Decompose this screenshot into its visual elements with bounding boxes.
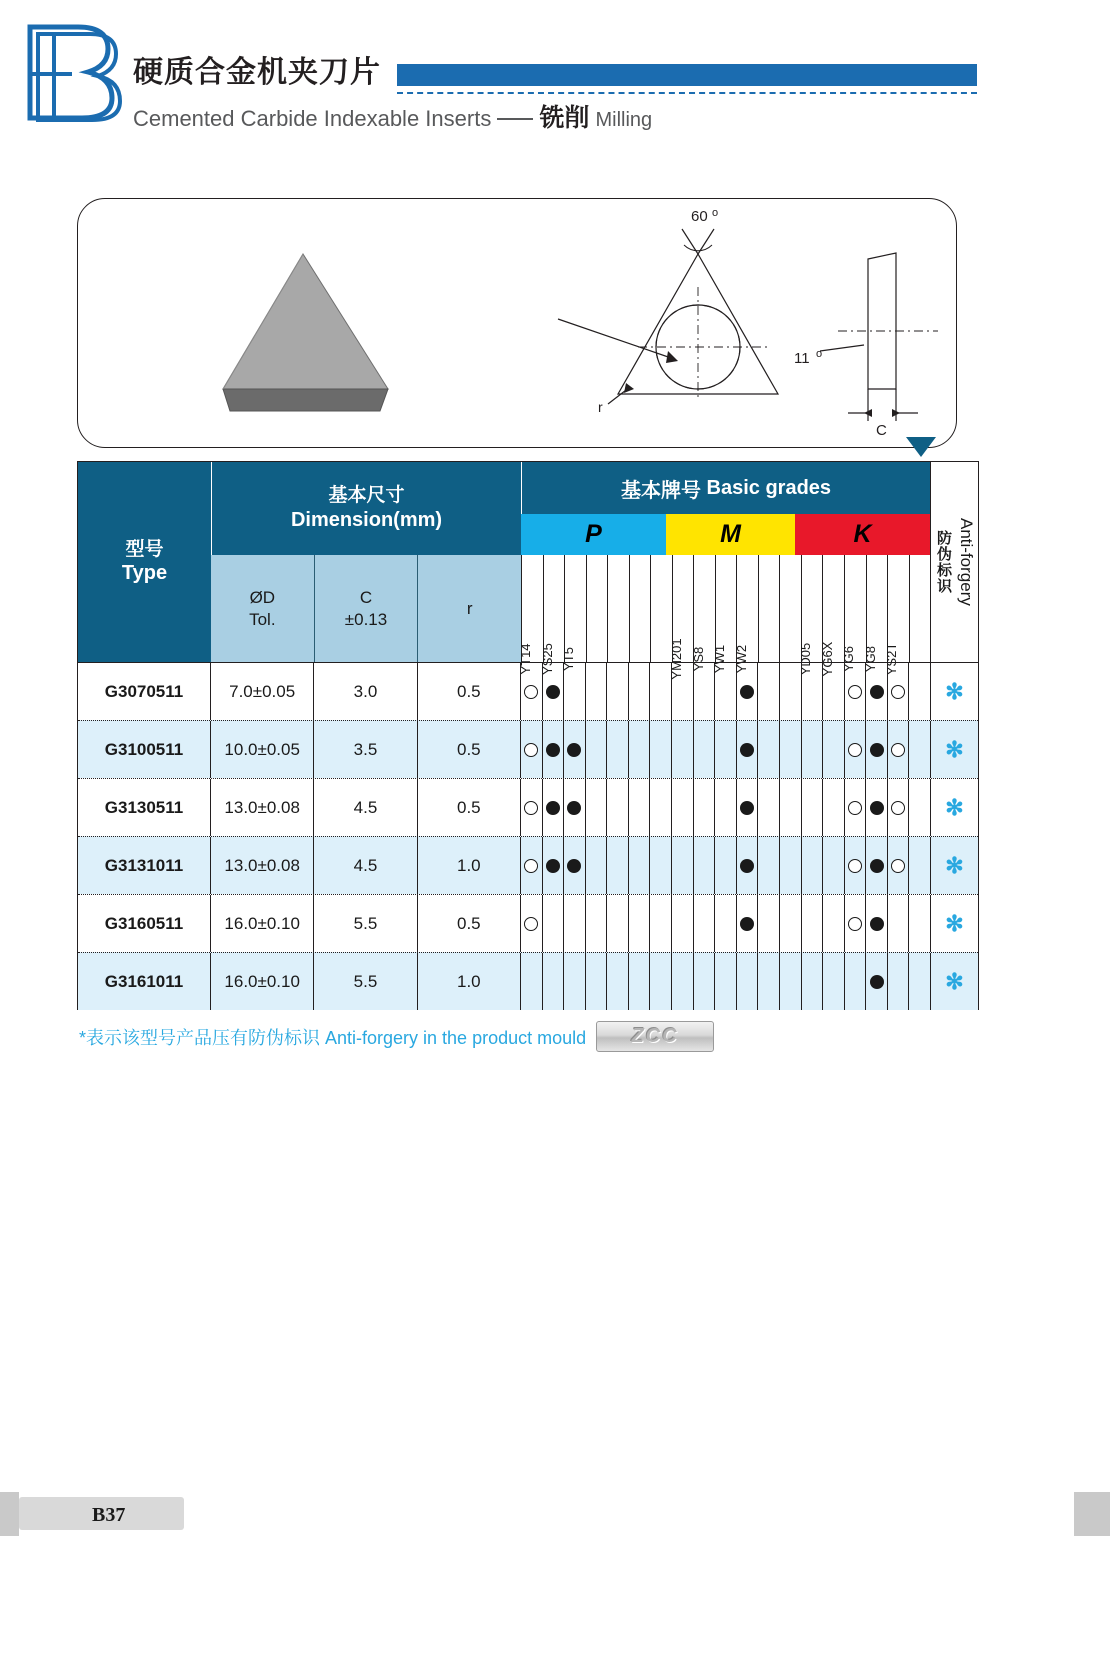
grade-mark-cell-ym201 [671, 953, 693, 1010]
logo-letter-b-icon [20, 22, 135, 127]
grade-mark-cell-yt14 [521, 663, 542, 720]
filled-circle-icon [740, 743, 754, 757]
grade-mark-cell-blank-12 [779, 779, 801, 836]
grade-mark-cell-yw2 [736, 663, 758, 720]
grade-group-k: K [795, 514, 930, 555]
header-divider-dash [497, 118, 533, 120]
cell-diameter: 13.0±0.08 [224, 797, 300, 817]
insert-drawings [78, 199, 956, 447]
grade-label-text: YG6 [841, 645, 857, 673]
dimension-c-label: C [876, 422, 887, 439]
grade-mark-cell-blank-6 [649, 779, 671, 836]
grade-column-header-yw2 [733, 555, 758, 674]
grade-mark-cell-ys2t [887, 837, 909, 894]
grade-label-text: YS2T [884, 642, 900, 676]
filled-circle-icon [740, 859, 754, 873]
cell-dimensions [211, 663, 521, 720]
open-circle-icon [891, 859, 905, 873]
grade-mark-cell-ys25 [542, 779, 564, 836]
grade-mark-cell-yg6x [822, 663, 844, 720]
grade-label-text: YS25 [539, 643, 555, 675]
grade-mark-cell-yg8 [865, 721, 887, 778]
cell-grade-marks [521, 837, 930, 894]
table-row [78, 836, 978, 894]
grade-mark-cell-yg6 [844, 837, 866, 894]
grade-mark-cell-yt5 [563, 837, 585, 894]
grade-mark-cell-yg6 [844, 953, 866, 1010]
cell-grade-marks [521, 663, 930, 720]
header-dimension-subcolumns [211, 555, 521, 662]
grade-mark-cell-blank-4 [606, 721, 628, 778]
grade-mark-cell-blank-4 [606, 953, 628, 1010]
grade-mark-cell-blank-4 [606, 895, 628, 952]
insert-top-view [558, 229, 778, 404]
open-circle-icon [524, 801, 538, 815]
page-number: B37 [92, 1504, 126, 1526]
grade-mark-cell-ys25 [542, 663, 564, 720]
angle-side-label: 11 [794, 350, 810, 367]
grade-column-header-yt5 [561, 555, 586, 671]
header-subcol-c-l1: C [359, 588, 373, 608]
cell-type: G3130511 [78, 779, 211, 836]
cell-dimensions [211, 721, 521, 778]
grade-mark-cell-blank-12 [779, 837, 801, 894]
grade-mark-cell-blank-11 [757, 663, 779, 720]
grade-column-header-ys2t [884, 555, 909, 676]
grade-mark-cell-yt5 [563, 953, 585, 1010]
cell-diameter: 13.0±0.08 [224, 855, 300, 875]
filled-circle-icon [870, 743, 884, 757]
grade-column-header-blank-11 [758, 555, 780, 662]
cell-c: 3.5 [313, 721, 416, 778]
cell-r: 0.5 [417, 895, 520, 952]
grade-mark-cell-blank-6 [649, 953, 671, 1010]
grade-mark-cell-yw1 [714, 895, 736, 952]
open-circle-icon [524, 685, 538, 699]
grade-mark-cell-blank-6 [649, 721, 671, 778]
cell-grade-marks [521, 779, 930, 836]
filled-circle-icon [740, 917, 754, 931]
grade-mark-cell-ym201 [671, 721, 693, 778]
header-cell-anti-forgery [930, 462, 978, 662]
cell-dimensions [211, 779, 521, 836]
grade-mark-cell-yt5 [563, 721, 585, 778]
grade-column-header-blank-18 [909, 555, 931, 662]
open-circle-icon [848, 685, 862, 699]
header-grade-groups [521, 514, 930, 555]
grade-mark-cell-blank-11 [757, 837, 779, 894]
grade-mark-cell-blank-6 [649, 895, 671, 952]
grade-mark-cell-yd05 [801, 837, 823, 894]
svg-text:o: o [816, 348, 823, 360]
grade-mark-cell-blank-3 [585, 663, 607, 720]
grade-mark-cell-blank-11 [757, 953, 779, 1010]
open-circle-icon [891, 743, 905, 757]
grade-mark-cell-blank-5 [628, 837, 650, 894]
grade-mark-cell-yg8 [865, 779, 887, 836]
header-af-en: Anti-forgery [957, 518, 976, 606]
grade-mark-cell-blank-3 [585, 953, 607, 1010]
grade-mark-cell-yt14 [521, 837, 542, 894]
table-body [78, 662, 978, 1010]
cell-diameter: 16.0±0.10 [224, 913, 300, 933]
header-category-en: Milling [595, 109, 653, 131]
grade-mark-cell-yd05 [801, 895, 823, 952]
filled-circle-icon [870, 685, 884, 699]
grade-mark-cell-blank-4 [606, 837, 628, 894]
grade-mark-cell-ys8 [693, 953, 715, 1010]
grade-label-text: YT5 [561, 647, 577, 671]
grade-label-text: YW1 [712, 644, 728, 674]
grade-mark-cell-ym201 [671, 837, 693, 894]
grade-label-text: YM201 [668, 638, 684, 680]
grade-mark-cell-blank-5 [628, 779, 650, 836]
grade-mark-cell-ys8 [693, 895, 715, 952]
cell-diameter: 10.0±0.05 [224, 739, 300, 759]
header-type-en: Type [121, 562, 168, 585]
grade-mark-cell-blank-6 [649, 663, 671, 720]
grade-mark-cell-blank-18 [908, 721, 930, 778]
grade-mark-cell-blank-4 [606, 663, 628, 720]
open-circle-icon [848, 917, 862, 931]
table-pointer-triangle [906, 437, 936, 457]
cell-type: G3100511 [78, 721, 211, 778]
grade-mark-cell-blank-18 [908, 837, 930, 894]
grade-mark-cell-yw2 [736, 953, 758, 1010]
grade-mark-cell-yd05 [801, 953, 823, 1010]
open-circle-icon [891, 801, 905, 815]
header-grades-cn: 基本牌号 [620, 479, 701, 502]
filled-circle-icon [870, 975, 884, 989]
cell-type: G3160511 [78, 895, 211, 952]
grade-label-text: YS8 [690, 646, 706, 672]
page-header [0, 0, 1110, 170]
header-subcol-r-l1: r [466, 598, 473, 618]
table-row [78, 662, 978, 720]
grade-mark-cell-ys25 [542, 721, 564, 778]
header-cell-type [78, 462, 211, 662]
filled-circle-icon [567, 859, 581, 873]
header-af-cn: 防伪标识 [935, 530, 952, 594]
grade-column-labels [518, 555, 930, 680]
grade-mark-cell-yg6 [844, 721, 866, 778]
header-subcol-diameter-l1: ØD [249, 588, 276, 608]
grade-label-text: YT14 [518, 643, 534, 675]
header-dim-en: Dimension(mm) [290, 508, 443, 531]
insert-side-view [820, 253, 938, 421]
radius-label: r [598, 399, 603, 415]
grade-mark-cell-ys25 [542, 837, 564, 894]
open-circle-icon [848, 859, 862, 873]
grade-mark-cell-yw1 [714, 953, 736, 1010]
open-circle-icon [891, 685, 905, 699]
cell-r: 0.5 [417, 779, 520, 836]
insert-3d-view [223, 254, 388, 411]
grade-mark-cell-yt5 [563, 895, 585, 952]
header-cell-basic-grades [521, 462, 930, 514]
grade-mark-cell-blank-3 [585, 779, 607, 836]
grade-mark-cell-yd05 [801, 663, 823, 720]
grade-mark-cell-blank-5 [628, 663, 650, 720]
filled-circle-icon [546, 685, 560, 699]
table-row [78, 720, 978, 778]
grade-group-m: M [666, 514, 795, 555]
grade-mark-cell-ym201 [671, 895, 693, 952]
grade-label-text: YD05 [798, 642, 814, 676]
grade-mark-cell-yw2 [736, 895, 758, 952]
grade-mark-cell-ys2t [887, 953, 909, 1010]
grade-mark-cell-yt14 [521, 721, 542, 778]
header-title-cn: 硬质合金机夹刀片 [133, 56, 381, 89]
table-row [78, 894, 978, 952]
cell-anti-forgery-mark: ✻ [930, 721, 978, 778]
cell-diameter: 7.0±0.05 [229, 681, 296, 701]
cell-type: G3131011 [78, 837, 211, 894]
cell-c: 5.5 [313, 895, 416, 952]
grade-mark-cell-yt5 [563, 779, 585, 836]
grade-mark-cell-blank-5 [628, 953, 650, 1010]
grade-mark-cell-yg6x [822, 721, 844, 778]
grade-label-text: YG8 [862, 645, 878, 673]
grade-mark-cell-ys2t [887, 721, 909, 778]
grade-mark-cell-yg6 [844, 663, 866, 720]
grade-mark-cell-yw1 [714, 721, 736, 778]
grade-column-header-blank-3 [586, 555, 608, 662]
header-subtitle [133, 106, 652, 131]
cell-anti-forgery-mark: ✻ [930, 663, 978, 720]
header-subcol-diameter [211, 555, 314, 662]
grade-mark-cell-ys8 [693, 663, 715, 720]
header-subcol-c-l2: ±0.13 [344, 609, 388, 629]
header-grades-en: Basic grades [706, 476, 832, 499]
cell-anti-forgery-mark: ✻ [930, 837, 978, 894]
grade-mark-cell-blank-11 [757, 721, 779, 778]
grade-mark-cell-blank-6 [649, 837, 671, 894]
cell-r: 1.0 [417, 953, 520, 1010]
grade-mark-cell-blank-3 [585, 721, 607, 778]
open-circle-icon [848, 743, 862, 757]
grade-mark-cell-blank-11 [757, 895, 779, 952]
grade-mark-cell-yw1 [714, 837, 736, 894]
cell-r: 1.0 [417, 837, 520, 894]
grade-mark-cell-yg6x [822, 837, 844, 894]
filled-circle-icon [740, 685, 754, 699]
filled-circle-icon [567, 801, 581, 815]
grade-mark-cell-blank-3 [585, 837, 607, 894]
grade-mark-cell-yg6x [822, 779, 844, 836]
filled-circle-icon [546, 859, 560, 873]
footer-edge-left [0, 1492, 19, 1536]
cell-c: 5.5 [313, 953, 416, 1010]
grade-mark-cell-yt14 [521, 895, 542, 952]
anti-forgery-footnote [79, 1021, 714, 1052]
grade-mark-cell-ys25 [542, 953, 564, 1010]
cell-r: 0.5 [417, 721, 520, 778]
header-title-en: Cemented Carbide Indexable Inserts [133, 106, 492, 131]
grade-mark-cell-yt14 [521, 779, 542, 836]
grade-column-header-ys25 [539, 555, 565, 675]
grade-mark-cell-ys8 [693, 779, 715, 836]
grade-mark-cell-ym201 [671, 663, 693, 720]
grade-mark-cell-ys2t [887, 779, 909, 836]
open-circle-icon [524, 743, 538, 757]
footer-edge-right [1074, 1492, 1110, 1536]
cell-grade-marks [521, 953, 930, 1010]
grade-mark-cell-yw2 [736, 779, 758, 836]
header-subcol-c [314, 555, 418, 662]
header-subcol-r [417, 555, 521, 662]
footnote-text: *表示该型号产品压有防伪标识 Anti-forgery in the product mould [79, 1027, 587, 1048]
cell-dimensions [211, 953, 521, 1010]
grade-mark-cell-yg6x [822, 895, 844, 952]
grade-column-header-blank-5 [629, 555, 651, 662]
cell-type: G3070511 [78, 663, 211, 720]
cell-grade-marks [521, 721, 930, 778]
grade-label-text: YW2 [733, 644, 749, 674]
grade-mark-cell-yg8 [865, 663, 887, 720]
header-subcol-diameter-l2: Tol. [249, 609, 276, 629]
svg-text:o: o [712, 207, 719, 219]
cell-anti-forgery-mark: ✻ [930, 779, 978, 836]
header-type-cn: 型号 [125, 538, 164, 560]
grade-mark-cell-blank-3 [585, 895, 607, 952]
grade-mark-cell-yw1 [714, 779, 736, 836]
table-row [78, 952, 978, 1010]
table-row [78, 778, 978, 836]
grade-group-p: P [521, 514, 666, 555]
grade-mark-cell-yg8 [865, 837, 887, 894]
grade-mark-cell-ym201 [671, 779, 693, 836]
grade-mark-cell-yg6 [844, 895, 866, 952]
grade-mark-cell-ys2t [887, 663, 909, 720]
zcc-logo: ZCC [596, 1021, 714, 1052]
cell-anti-forgery-mark: ✻ [930, 895, 978, 952]
grade-mark-cell-blank-11 [757, 779, 779, 836]
header-accent-bar [397, 64, 977, 86]
grade-mark-cell-blank-18 [908, 663, 930, 720]
filled-circle-icon [546, 743, 560, 757]
grade-mark-cell-blank-12 [779, 953, 801, 1010]
grade-mark-cell-yw2 [736, 721, 758, 778]
header-cell-dimension [211, 462, 521, 555]
filled-circle-icon [546, 801, 560, 815]
cell-type: G3161011 [78, 953, 211, 1010]
grade-mark-cell-yt14 [521, 953, 542, 1010]
grade-label-text: YG6X [819, 641, 835, 677]
open-circle-icon [524, 859, 538, 873]
filled-circle-icon [870, 917, 884, 931]
cell-r: 0.5 [417, 663, 520, 720]
open-circle-icon [848, 801, 862, 815]
grade-mark-cell-ys25 [542, 895, 564, 952]
grade-mark-cell-blank-12 [779, 895, 801, 952]
grade-mark-cell-yg6 [844, 779, 866, 836]
filled-circle-icon [870, 859, 884, 873]
cell-grade-marks [521, 895, 930, 952]
grade-mark-cell-blank-4 [606, 779, 628, 836]
grade-mark-cell-blank-12 [779, 721, 801, 778]
header-dashed-rule [397, 92, 977, 94]
grade-mark-cell-yg6x [822, 953, 844, 1010]
grade-mark-cell-yd05 [801, 721, 823, 778]
grade-mark-cell-yt5 [563, 663, 585, 720]
grade-column-header-blank-4 [607, 555, 629, 662]
cell-dimensions [211, 837, 521, 894]
specifications-table [77, 461, 979, 1010]
insert-diagram-panel [77, 198, 957, 448]
grade-mark-cell-ys8 [693, 837, 715, 894]
filled-circle-icon [870, 801, 884, 815]
cell-anti-forgery-mark: ✻ [930, 953, 978, 1010]
filled-circle-icon [567, 743, 581, 757]
cell-c: 3.0 [313, 663, 416, 720]
grade-mark-cell-yw1 [714, 663, 736, 720]
open-circle-icon [524, 917, 538, 931]
header-category-cn: 铣削 [539, 104, 590, 132]
grade-mark-cell-blank-18 [908, 779, 930, 836]
cell-diameter: 16.0±0.10 [224, 971, 300, 991]
grade-mark-cell-ys2t [887, 895, 909, 952]
cell-dimensions [211, 895, 521, 952]
grade-mark-cell-blank-5 [628, 895, 650, 952]
grade-mark-cell-yg8 [865, 895, 887, 952]
filled-circle-icon [740, 801, 754, 815]
cell-c: 4.5 [313, 779, 416, 836]
header-dim-cn: 基本尺寸 [328, 485, 405, 507]
cell-c: 4.5 [313, 837, 416, 894]
grade-mark-cell-blank-5 [628, 721, 650, 778]
grade-mark-cell-yd05 [801, 779, 823, 836]
angle-top-label: 60 [691, 208, 708, 225]
grade-mark-cell-blank-12 [779, 663, 801, 720]
grade-mark-cell-blank-18 [908, 895, 930, 952]
grade-mark-cell-yg8 [865, 953, 887, 1010]
grade-mark-cell-yw2 [736, 837, 758, 894]
grade-mark-cell-blank-18 [908, 953, 930, 1010]
grade-mark-cell-ys8 [693, 721, 715, 778]
